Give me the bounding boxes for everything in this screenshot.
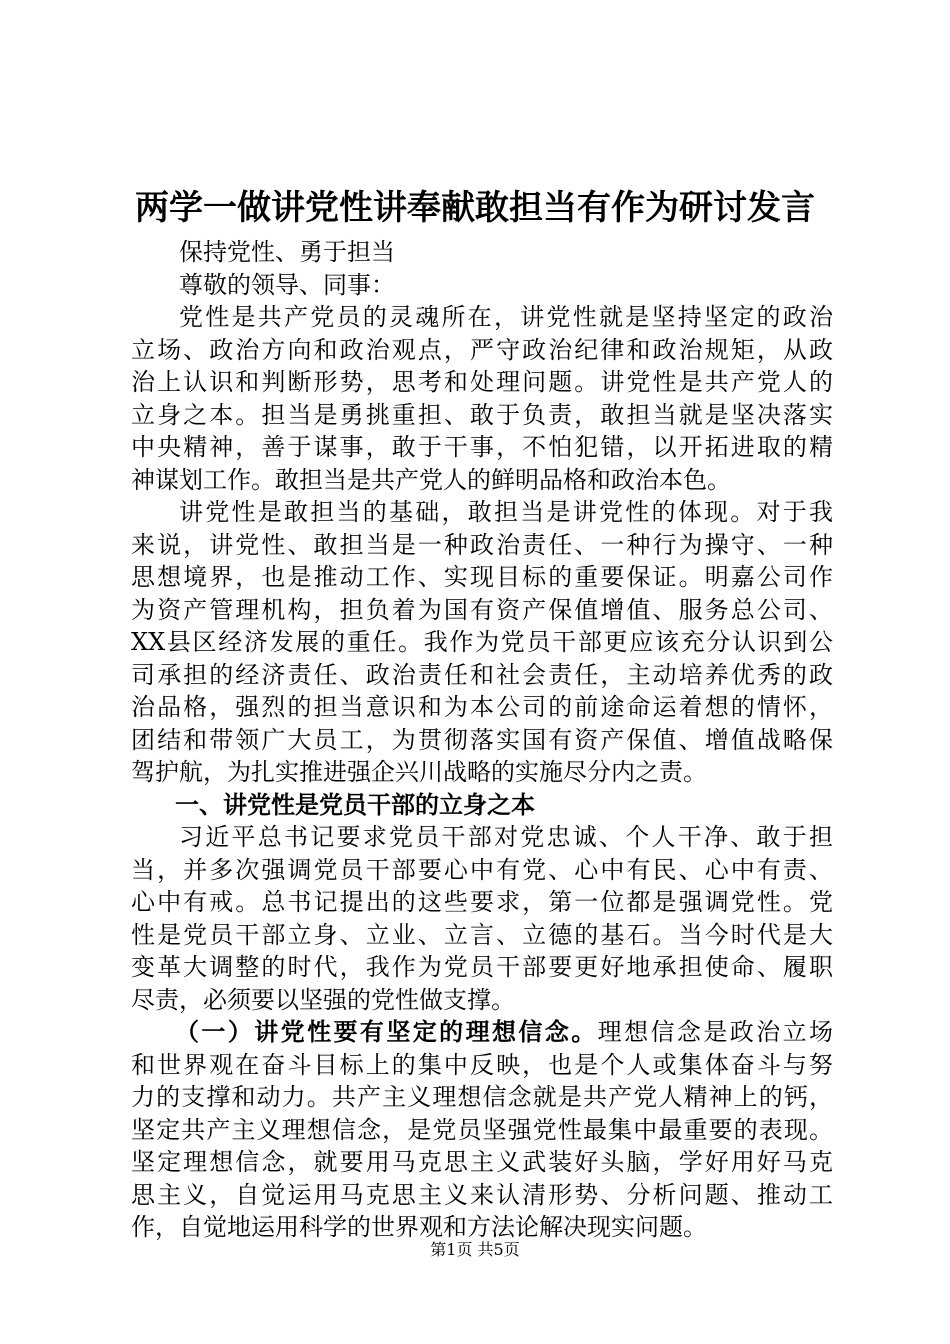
paragraph-line: 思主义，自觉运用马克思主义来认清形势、分析问题、推动工: [131, 1180, 833, 1209]
document-title: 两学一做讲党性讲奉献敢担当有作为研讨发言: [135, 188, 815, 228]
paragraph-line: 神谋划工作。敢担当是共产党人的鲜明品格和政治本色。: [131, 465, 731, 494]
paragraph-line: 当，并多次强调党员干部要心中有党、心中有民、心中有责、: [131, 855, 833, 884]
paragraph-line: 驾护航，为扎实推进强企兴川战略的实施尽分内之责。: [131, 758, 707, 786]
paragraph-line: 司承担的经济责任、政治责任和社会责任，主动培养优秀的政: [131, 660, 833, 689]
subsection-heading: （一）讲党性要有坚定的理想信念。: [175, 1018, 598, 1046]
paragraph-line: XX县区经济发展的重任。我作为党员干部更应该充分认识到公: [131, 628, 833, 656]
paragraph-line: 思想境界，也是推动工作、实现目标的重要保证。明嘉公司作: [131, 563, 833, 591]
paragraph-line: 作，自觉地运用科学的世界观和方法论解决现实问题。: [131, 1213, 707, 1241]
paragraph-line: 坚定共产主义理想信念，是党员坚强党性最集中最重要的表现。: [131, 1115, 833, 1144]
paragraph-line: 心中有戒。总书记提出的这些要求，第一位都是强调党性。党: [131, 888, 833, 916]
paragraph-line: 习近平总书记要求党员干部对党忠诚、个人干净、敢于担: [179, 823, 833, 851]
subsection-text: 理想信念是政治立场: [597, 1018, 834, 1046]
paragraph-line: 立身之本。担当是勇挑重担、敢于负责，敢担当就是坚决落实: [131, 400, 833, 429]
page-footer: 第1页 共5页: [430, 1240, 520, 1259]
paragraph-line: 坚定理想信念，就要用马克思主义武装好头脑，学好用好马克: [131, 1148, 833, 1176]
paragraph-line: 性是党员干部立身、立业、立言、立德的基石。当今时代是大: [131, 920, 833, 949]
paragraph-line: 尽责，必须要以坚强的党性做支撑。: [131, 985, 515, 1014]
paragraph-line: 党性是共产党员的灵魂所在，讲党性就是坚持坚定的政治: [179, 303, 833, 331]
paragraph-line: 团结和带领广大员工，为贯彻落实国有资产保值、增值战略保: [131, 725, 833, 754]
salutation-line: 尊敬的领导、同事：: [179, 270, 395, 299]
paragraph-line: 立场、政治方向和政治观点，严守政治纪律和政治规矩，从政: [131, 335, 833, 364]
paragraph-line: 来说，讲党性、敢担当是一种政治责任、一种行为操守、一种: [131, 530, 833, 559]
paragraph-line: 力的支撑和动力。共产主义理想信念就是共产党人精神上的钙，: [131, 1083, 833, 1111]
paragraph-line: 变革大调整的时代，我作为党员干部要更好地承担使命、履职: [131, 953, 833, 981]
paragraph-line: 治上认识和判断形势，思考和处理问题。讲党性是共产党人的: [131, 368, 833, 396]
paragraph-line: 治品格，强烈的担当意识和为本公司的前途命运着想的情怀，: [131, 693, 833, 721]
paragraph-line: 中央精神，善于谋事，敢于干事，不怕犯错，以开拓进取的精: [131, 433, 833, 461]
section-heading: 一、讲党性是党员干部的立身之本: [175, 790, 535, 819]
subtitle-line: 保持党性、勇于担当: [179, 238, 395, 266]
paragraph-line: 为资产管理机构，担负着为国有资产保值增值、服务总公司、: [131, 595, 833, 624]
paragraph-line: 讲党性是敢担当的基础，敢担当是讲党性的体现。对于我: [179, 498, 833, 526]
subsection-line: [131, 1016, 833, 1049]
document-body: [131, 236, 833, 1244]
paragraph-line: 和世界观在奋斗目标上的集中反映，也是个人或集体奋斗与努: [131, 1050, 833, 1079]
